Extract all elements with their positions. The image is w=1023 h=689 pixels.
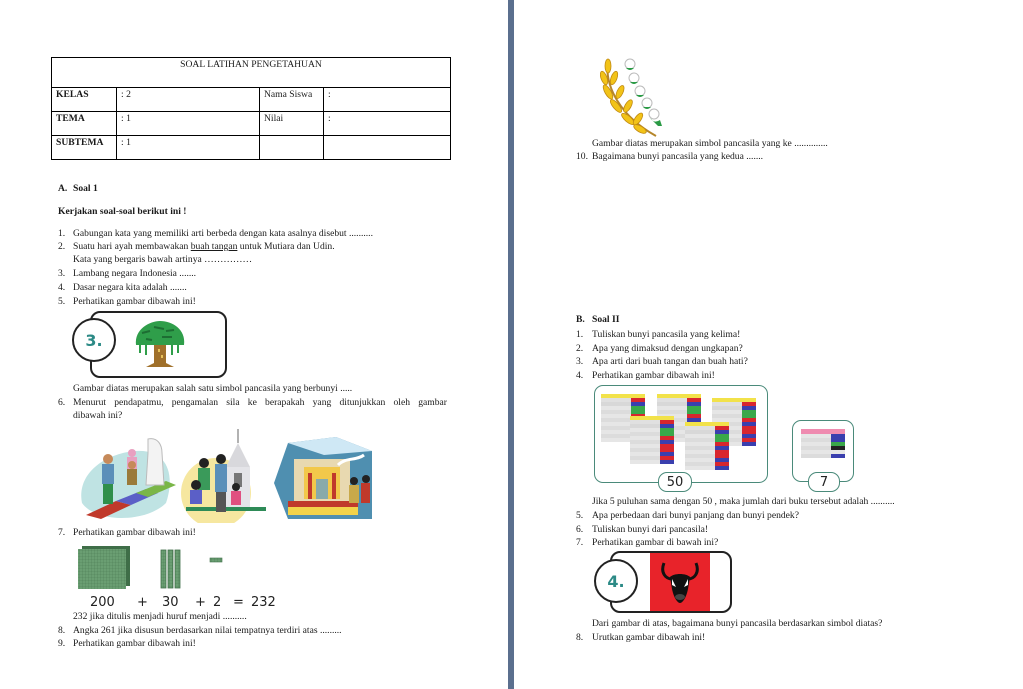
question-b7: Perhatikan gambar di bawah ini? [592, 537, 719, 548]
bull-head-icon [660, 559, 700, 605]
label-tema: TEMA [52, 112, 117, 136]
equation-term: 30 [162, 595, 179, 610]
question-b5: Apa perbedaan dari bunyi panjang dan bunyi pendek? [592, 510, 799, 521]
header-table [51, 57, 451, 160]
question-a7-caption: 232 jika ditulis menjadi huruf menjadi .......... [73, 611, 247, 622]
document-page-right [514, 0, 1023, 689]
question-b4: Perhatikan gambar dibawah ini! [592, 370, 715, 381]
base-ten-blocks [76, 544, 236, 590]
books-group-50 [594, 385, 768, 483]
banyan-tree-icon [132, 319, 188, 371]
question-number: 2. [576, 343, 584, 354]
question-a1: Gabungan kata yang memiliki arti berbeda dengan kata asalnya disebut .......... [73, 228, 373, 239]
question-b8: Urutkan gambar dibawah ini! [592, 632, 706, 643]
header-title: SOAL LATIHAN PENGETAHUAN [52, 58, 451, 88]
question-a2-text-end: untuk Mutiara dan Udin. [237, 241, 335, 252]
label-nama-siswa: Nama Siswa [260, 88, 324, 112]
temple-illustration [274, 437, 372, 519]
equation-operator: + [137, 595, 148, 610]
number-badge: 3. [72, 318, 116, 362]
question-number: 3. [576, 356, 584, 367]
section-a-instruction: Kerjakan soal-soal berikut ini ! [58, 206, 187, 217]
question-a4: Dasar negara kita adalah ....... [73, 282, 187, 293]
question-number: 10. [576, 151, 588, 162]
question-number: 7. [576, 537, 584, 548]
question-number: 7. [58, 527, 66, 538]
equation-term: 2 [213, 595, 222, 610]
question-b4-caption: Jika 5 puluhan sama dengan 50 , maka jumlah dari buku tersebut adalah .......... [592, 496, 895, 507]
label-50: 50 [658, 472, 692, 492]
equation-operator: + [195, 595, 206, 610]
question-number: 5. [58, 296, 66, 307]
question-number: 2. [58, 241, 66, 252]
equation-result: 232 [251, 595, 276, 610]
value-kelas: : 2 [117, 88, 260, 112]
value-subtema: : 1 [117, 136, 260, 160]
question-b2: Apa yang dimaksud dengan ungkapan? [592, 343, 743, 354]
question-a8: Angka 261 jika disusun berdasarkan nilai tempatnya terdiri atas ......... [73, 625, 342, 636]
question-a7: Perhatikan gambar dibawah ini! [73, 527, 196, 538]
underlined-phrase: buah tangan [190, 241, 238, 252]
question-b1: Tuliskan bunyi pancasila yang kelima! [592, 329, 741, 340]
section-b-letter: B. [576, 314, 585, 325]
question-a2 [73, 241, 335, 253]
question-a3: Lambang negara Indonesia ....... [73, 268, 197, 279]
question-number: 3. [58, 268, 66, 279]
section-a-letter: A. [58, 183, 68, 194]
question-number: 9. [58, 638, 66, 649]
value-nama-siswa: : [324, 88, 451, 112]
question-a5-caption: Gambar diatas merupakan salah satu simbol pancasila yang berbunyi ..... [73, 383, 353, 394]
empty-cell [324, 136, 451, 160]
question-a2-line2: Kata yang bergaris bawah artinya …………… [73, 254, 253, 265]
question-a2-text: Suatu hari ayah membawakan [73, 241, 191, 252]
prayer-illustration [81, 439, 176, 519]
question-a9-caption: Gambar diatas merupakan simbol pancasila yang ke .............. [592, 138, 828, 149]
question-number: 6. [58, 397, 66, 408]
question-b7-caption: Dari gambar di atas, bagaimana bunyi pancasila berdasarkan simbol diatas? [592, 618, 883, 629]
value-tema: : 1 [117, 112, 260, 136]
question-number: 6. [576, 524, 584, 535]
church-illustration [181, 429, 266, 523]
question-a10: Bagaimana bunyi pancasila yang kedua ....... [592, 151, 764, 162]
empty-cell [260, 136, 324, 160]
equation-operator: = [233, 595, 244, 610]
number-badge: 4. [594, 559, 638, 603]
book-stacks-icon [595, 386, 767, 482]
question-number: 8. [576, 632, 584, 643]
label-kelas: KELAS [52, 88, 117, 112]
question-a9: Perhatikan gambar dibawah ini! [73, 638, 196, 649]
worship-illustrations [76, 423, 376, 523]
equation-term: 200 [90, 595, 115, 610]
label-subtema: SUBTEMA [52, 136, 117, 160]
section-b-heading: Soal II [592, 314, 620, 325]
question-b3: Apa arti dari buah tangan dan buah hati? [592, 356, 748, 367]
question-number: 1. [576, 329, 584, 340]
question-b6: Tuliskan bunyi dari pancasila! [592, 524, 709, 535]
question-number: 4. [58, 282, 66, 293]
rice-cotton-icon [600, 56, 672, 138]
question-a6-line2: dibawah ini? [73, 410, 123, 421]
question-a6: Menurut pendapatmu, pengamalan sila ke berapakah yang ditunjukkan oleh gambar [73, 397, 447, 408]
label-nilai: Nilai [260, 112, 324, 136]
label-7: 7 [808, 472, 840, 492]
value-nilai: : [324, 112, 451, 136]
question-number: 4. [576, 370, 584, 381]
document-page-left [0, 0, 508, 689]
question-a5: Perhatikan gambar dibawah ini! [73, 296, 196, 307]
question-number: 8. [58, 625, 66, 636]
question-number: 5. [576, 510, 584, 521]
section-a-heading: Soal 1 [73, 183, 98, 194]
question-number: 1. [58, 228, 66, 239]
